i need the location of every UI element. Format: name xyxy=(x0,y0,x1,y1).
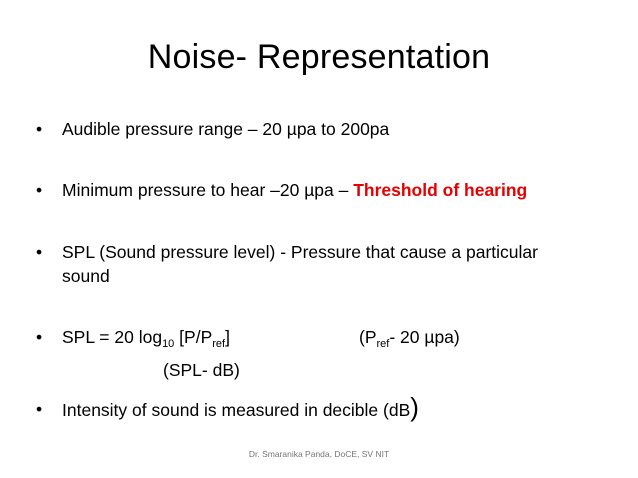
bullet-text-line-1: SPL (Sound pressure level) - Pressure that cause a particular xyxy=(62,242,538,262)
threshold-of-hearing-emphasis: Threshold of hearing xyxy=(353,180,528,200)
slide-footer: Dr. Smaranika Panda, DoCE, SV NIT xyxy=(248,449,390,459)
bullet-text: Minimum pressure to hear –20 µpa – xyxy=(62,180,354,200)
bullet-dot: • xyxy=(36,327,43,347)
bullet-dot: • xyxy=(36,242,43,262)
bullet-text-line-2: sound xyxy=(62,266,110,286)
closing-parenthesis: ) xyxy=(410,392,419,422)
bullet-text-wrapper xyxy=(62,392,419,422)
bullet-text-wrapper xyxy=(62,178,527,202)
reference-pressure-note: ($P_{ref}-$ 20 µpa) xyxy=(359,327,460,350)
bullet-text: Intensity of sound is measured in decible (dB xyxy=(62,400,411,420)
spl-formula: SPL = 20 $\log_{10} [P/P_{ref}]$ xyxy=(62,327,230,350)
bullet-dot: • xyxy=(36,399,43,419)
bullet-dot: • xyxy=(36,180,43,200)
slide-title: Noise- Representation xyxy=(147,38,491,76)
bullet-text: Audible pressure range – 20 µpa to 200pa xyxy=(62,119,390,139)
spl-unit-note: (SPL- dB) xyxy=(163,360,240,380)
bullet-dot: • xyxy=(36,119,43,139)
